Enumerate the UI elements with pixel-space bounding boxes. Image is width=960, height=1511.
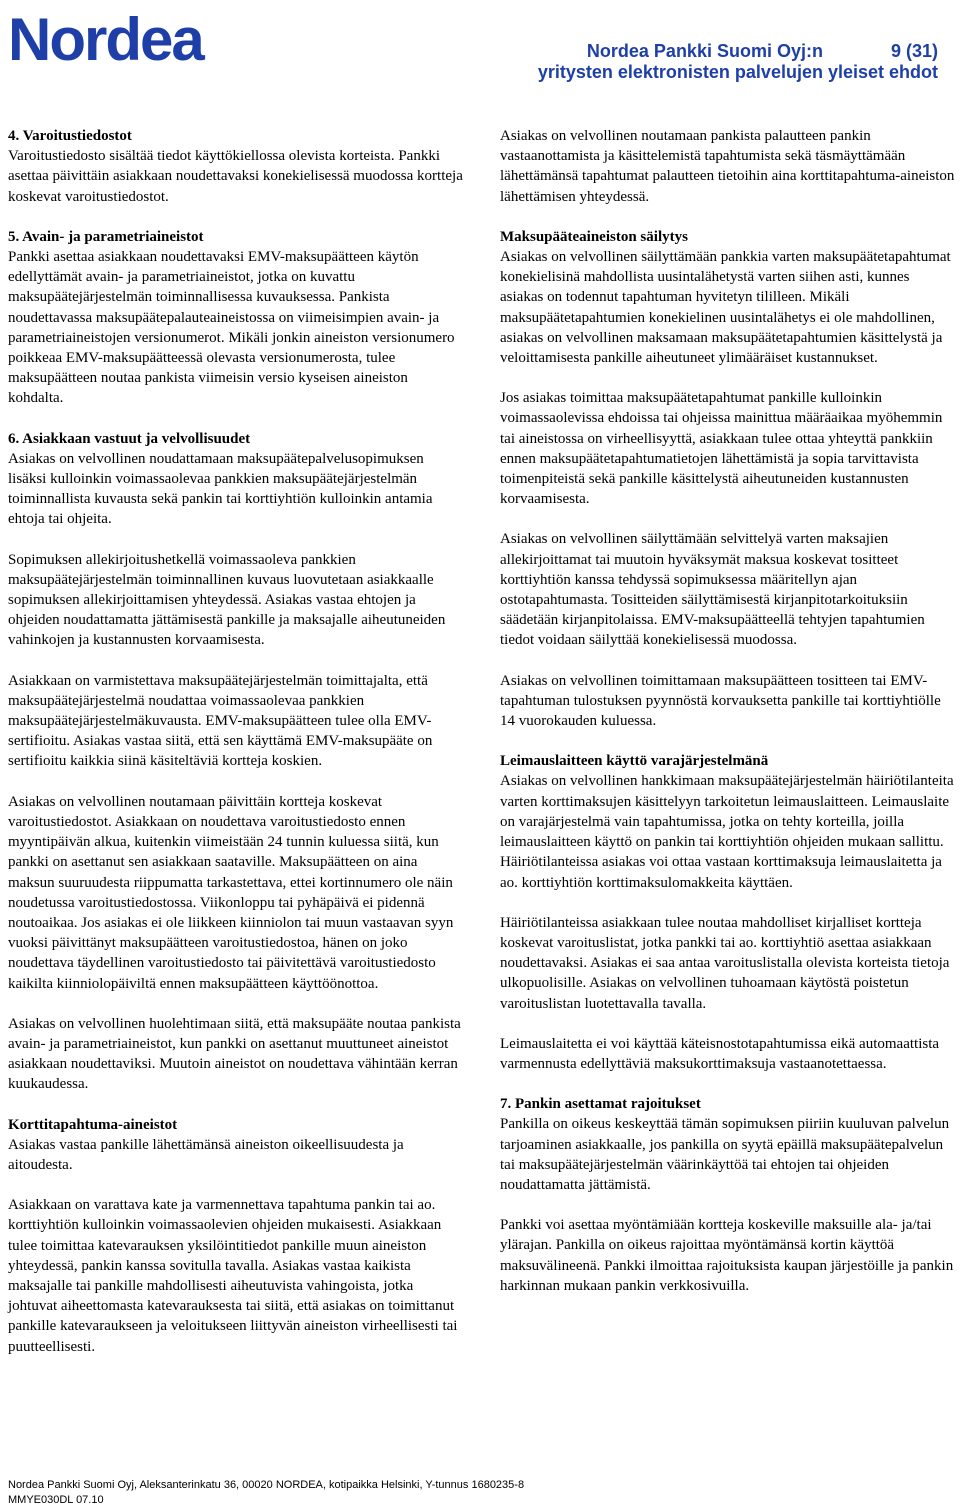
section [500,751,955,1074]
paragraph: Asiakas on velvollinen säilyttämään selvittelyä varten maksajien allekirjoittamat tai muutoin hyväksymät maksua koskevat tositteet korttiyhtiön kanssa tehdyssä sopimuksessa määritellyn ajan ostotapahtumasta. Tositteiden säilyttämisestä kirjanpitotarkoituksiin säädetään kirjanpitolaissa. EMV-maksupäätteellä tehtyjen tapahtumien tiedot voidaan säilyttää konekielisessä muodossa. [500,531,925,649]
paragraph: Pankki voi asettaa myöntämiään kortteja koskeville maksuille ala- ja/tai ylärajan. Pankilla on oikeus rajoittaa myöntämänsä kortin käyttöä maksuvälineenä. Pankki ilmoittaa rajoituksista kaupan järjestöille ja pankin harkinnan mukaan pankin verkkosivuilla. [500,1217,954,1294]
paragraph: Asiakkaan on varmistettava maksupäätejärjestelmän toimittajalta, että maksupäätejärjestelmä noudattaa voimassaolevaa pankkien maksupäätejärjestelmäkuvausta. EMV-maksupäätteen tulee olla EMV-sertifioitu. Asiakas vastaa siitä, että sen käyttämä EMV-maksupääte on sertifioitu kaikkia siinä käsiteltäviä kortteja koskien. [8,672,433,770]
document-subtitle: yritysten elektronisten palvelujen yleiset ehdot [537,62,938,82]
paragraph: Jos asiakas toimittaa maksupäätetapahtumat pankille kulloinkin voimassaolevissa ehdoissa tai ohjeissa mainittua määräaikaa myöhemmin tai aineistossa on virheellisyyttä, asiakkaan tulee ottaa yhteyttä pankkiin ennen maksupäätetapahtumatietojen lähettämistä ja sopia tarvittavista toimenpiteistä sekä pankille käsittelystä aiheutuneiden kustannusten korvaamisesta. [500,390,943,508]
paragraph: Asiakas on velvollinen noutamaan päivittäin kortteja koskevat varoitustiedostot. Asiakkaan on noudettava varoitustiedosto ennen myyntipäivän alkua, kuitenkin viimeistään 24 tunnin kuluessa siitä, kun pankki on asettanut sen asiakkaan saataville. Maksupäätteen on aina maksun suuruudesta riippumatta tarkastettava, ettei kortinnumero ole näin noudetussa varoitustiedostossa. Viikonloppu tai pyhäpäivä ei pidennä noutoaikaa. Jos asiakas ei ole liikkeen kiinniolon tai muun vastaavan syyn vuoksi päivittänyt maksupäätteen varoitustiedostoa, hänen on joko noudettava täydellinen varoitustiedosto tai päivitettävä varoitustiedosto kaikilta kiinniolopäiviltä ennen maksupäätteen käyttöönottoa. [8,793,454,992]
paragraph: Pankki asettaa asiakkaan noudettavaksi EMV-maksupäätteen käytön edellyttämät avain- ja parametriaineistot, jotka on kuvattu maksupäätejärjestelmän toiminnallisessa kuvauksessa. Pankista noudettavassa maksupäätepalauteaineistossa on viimeisimpien avain- ja parametriaineistojen versionumerot. Mikäli jonkin aineiston versionumero poikkeaa EMV-maksupäätteessä olevasta versionumerosta, tulee maksupäätteen noutaa pankista viimeisin versio kyseisen aineiston kohdalta. [8,249,455,407]
section [500,227,955,731]
section-heading: Leimauslaitteen käyttö varajärjestelmänä [500,753,769,770]
paragraph: Asiakas on velvollinen toimittamaan maksupäätteen tositteen tai EMV-tapahtuman tulostuksen pyynnöstä korvauksetta pankille tai korttiyhtiölle 14 vuorokauden kuluessa. [500,672,941,730]
footer-company-info: Nordea Pankki Suomi Oyj, Aleksanterinkatu 36, 00020 NORDEA, kotipaikka Helsinki, Y-tunnus 1680235-8 [8,1479,525,1491]
footer-document-code: MMYE030DL 07.10 [8,1494,104,1506]
paragraph: Asiakas on velvollinen hankkimaan maksupäätejärjestelmän häiriötilanteita varten korttimaksujen käsittelyyn tarkoitetun leimauslaitteen. Leimauslaite on varajärjestelmä vain tapahtumissa, jotka on tehty korteilla, joilla leimauslaitteen käyttö on pankin tai korttiyhtiön ohjeiden mukaan sallittu. Häiriötilanteissa asiakas voi ottaa vastaan korttimaksuja leimauslaitetta ja ao. korttiyhtiön korttimaksulomakkeita käyttäen. [500,773,954,891]
paragraph: Asiakas vastaa pankille lähettämänsä aineiston oikeellisuudesta ja aitoudesta. [8,1136,404,1173]
paragraph: Asiakkaan on varattava kate ja varmennettava tapahtuma pankin tai ao. korttiyhtiön kulloinkin voimassaolevien ohjeiden mukaisesti. Asiakkaan tulee toimittaa katevarauksen yksilöintitiedot pankille muun aineiston yhteydessä, pankin kanssa sovitulla tavalla. Asiakas vastaa kaikista maksajalle tai pankille mahdollisesti aiheutuvista vahingoista, jotka johtuvat aiheettomasta katevarauksesta tai siitä, että asiakas on toimittanut pankille katevaraukseen ja veloitukseen liittyvän aineiston virheellisesti tai puutteellisesti. [8,1197,458,1355]
paragraph: Asiakas on velvollinen noutamaan pankista palautteen pankin vastaanottamista ja käsittelemistä tapahtumista sekä täsmäyttämään lähettämänsä tapahtumat palautteen tietoihin aina korttitapahtuma-aineiston lähettämisen yhteydessä. [500,128,955,205]
paragraph: Leimauslaitetta ei voi käyttää käteisnostotapahtumissa eikä automaattista varmennusta edellyttäviä maksukorttimaksuja vastaanotettaessa. [500,1035,940,1072]
document-header [538,41,938,83]
page-footer [8,1478,524,1508]
section-heading: Korttitapahtuma-aineistot [8,1116,178,1133]
section [500,1094,955,1296]
section-heading: 6. Asiakkaan vastuut ja velvollisuudet [8,430,251,447]
paragraph: Asiakas on velvollinen säilyttämään pankkia varten maksupäätetapahtumat konekielisinä mahdollista uusintalähetystä varten siihen asti, kunnes asiakas on todennut tapahtuman hyvitetyn tililleen. Mikäli maksupäätetapahtumien konekielinen uusintalähetys ei ole mahdollinen, asiakas on velvollinen maksamaan maksupäätetapahtumien käsittelystä ja veloittamisesta pankille aiheutuneet ylimääräiset kustannukset. [500,249,951,367]
paragraph: Pankilla on oikeus keskeyttää tämän sopimuksen piiriin kuuluvan palvelun tarjoaminen asiakkaalle, jos pankilla on syytä epäillä maksupäätepalvelun tai maksupäätejärjestelmän väärinkäyttöä tai ehtojen tai ohjeiden noudattamatta jättämistä. [500,1116,950,1193]
section [8,126,463,207]
section-heading: 4. Varoitustiedostot [8,128,132,144]
paragraph: Asiakas on velvollinen noudattamaan maksupäätepalvelusopimuksen lisäksi kulloinkin voimassaolevaa pankkien maksupäätejärjestelmän toiminnallista kuvausta sekä pankin tai korttiyhtiön kulloinkin antamia ehtoja tai ohjeita. [8,450,433,528]
section-heading: 7. Pankin asettamat rajoitukset [500,1096,701,1113]
section [500,126,955,207]
paragraph: Varoitustiedosto sisältää tiedot käyttökiellossa olevista korteista. Pankki asettaa päivittäin asiakkaan noudettavaksi konekielisessä muodossa kortteja koskevat varoitustiedostot. [8,148,463,205]
section [8,227,463,409]
document-title: Nordea Pankki Suomi Oyj:n [586,41,823,61]
paragraph: Asiakas on velvollinen huolehtimaan siitä, että maksupääte noutaa pankista avain- ja parametriaineistot, kun pankki on asettanut muuttuneet aineistot asiakkaan noudettaviksi. Muutoin aineistot on noudettava vähintään kerran kuukaudessa. [8,1015,461,1093]
page-number: 9 (31) [890,41,938,61]
paragraph: Häiriötilanteissa asiakkaan tulee noutaa mahdolliset kirjalliset kortteja koskevat varoituslistat, jotka pankki tai ao. korttiyhtiö asettaa asiakkaan noudettavaksi. Asiakas ei saa antaa varoituslistalla olevista korteista tietoja ulkopuolisille. Asiakas on velvollinen tuhoamaan käytöstä poistetun varoituslistan luotettavalla tavalla. [500,914,950,1012]
left-column [8,126,463,1377]
section-heading: 5. Avain- ja parametriaineistot [8,228,204,245]
paragraph: Sopimuksen allekirjoitushetkellä voimassaoleva pankkien maksupäätejärjestelmän toiminnallinen kuvaus luovutetaan asiakkaalle sopimuksen allekirjoittamisen yhteydessä. Asiakas vastaa ehtojen ja ohjeiden noudattamatta jättämisestä pankille ja maksajalle aiheutuneiden vahinkojen ja kustannusten korvaamisesta. [8,551,446,649]
nordea-logo: Nordea [8,6,203,73]
section [8,1115,463,1357]
section-heading: Maksupääteaineiston säilytys [500,228,688,245]
section [8,429,463,1095]
right-column [500,126,955,1316]
